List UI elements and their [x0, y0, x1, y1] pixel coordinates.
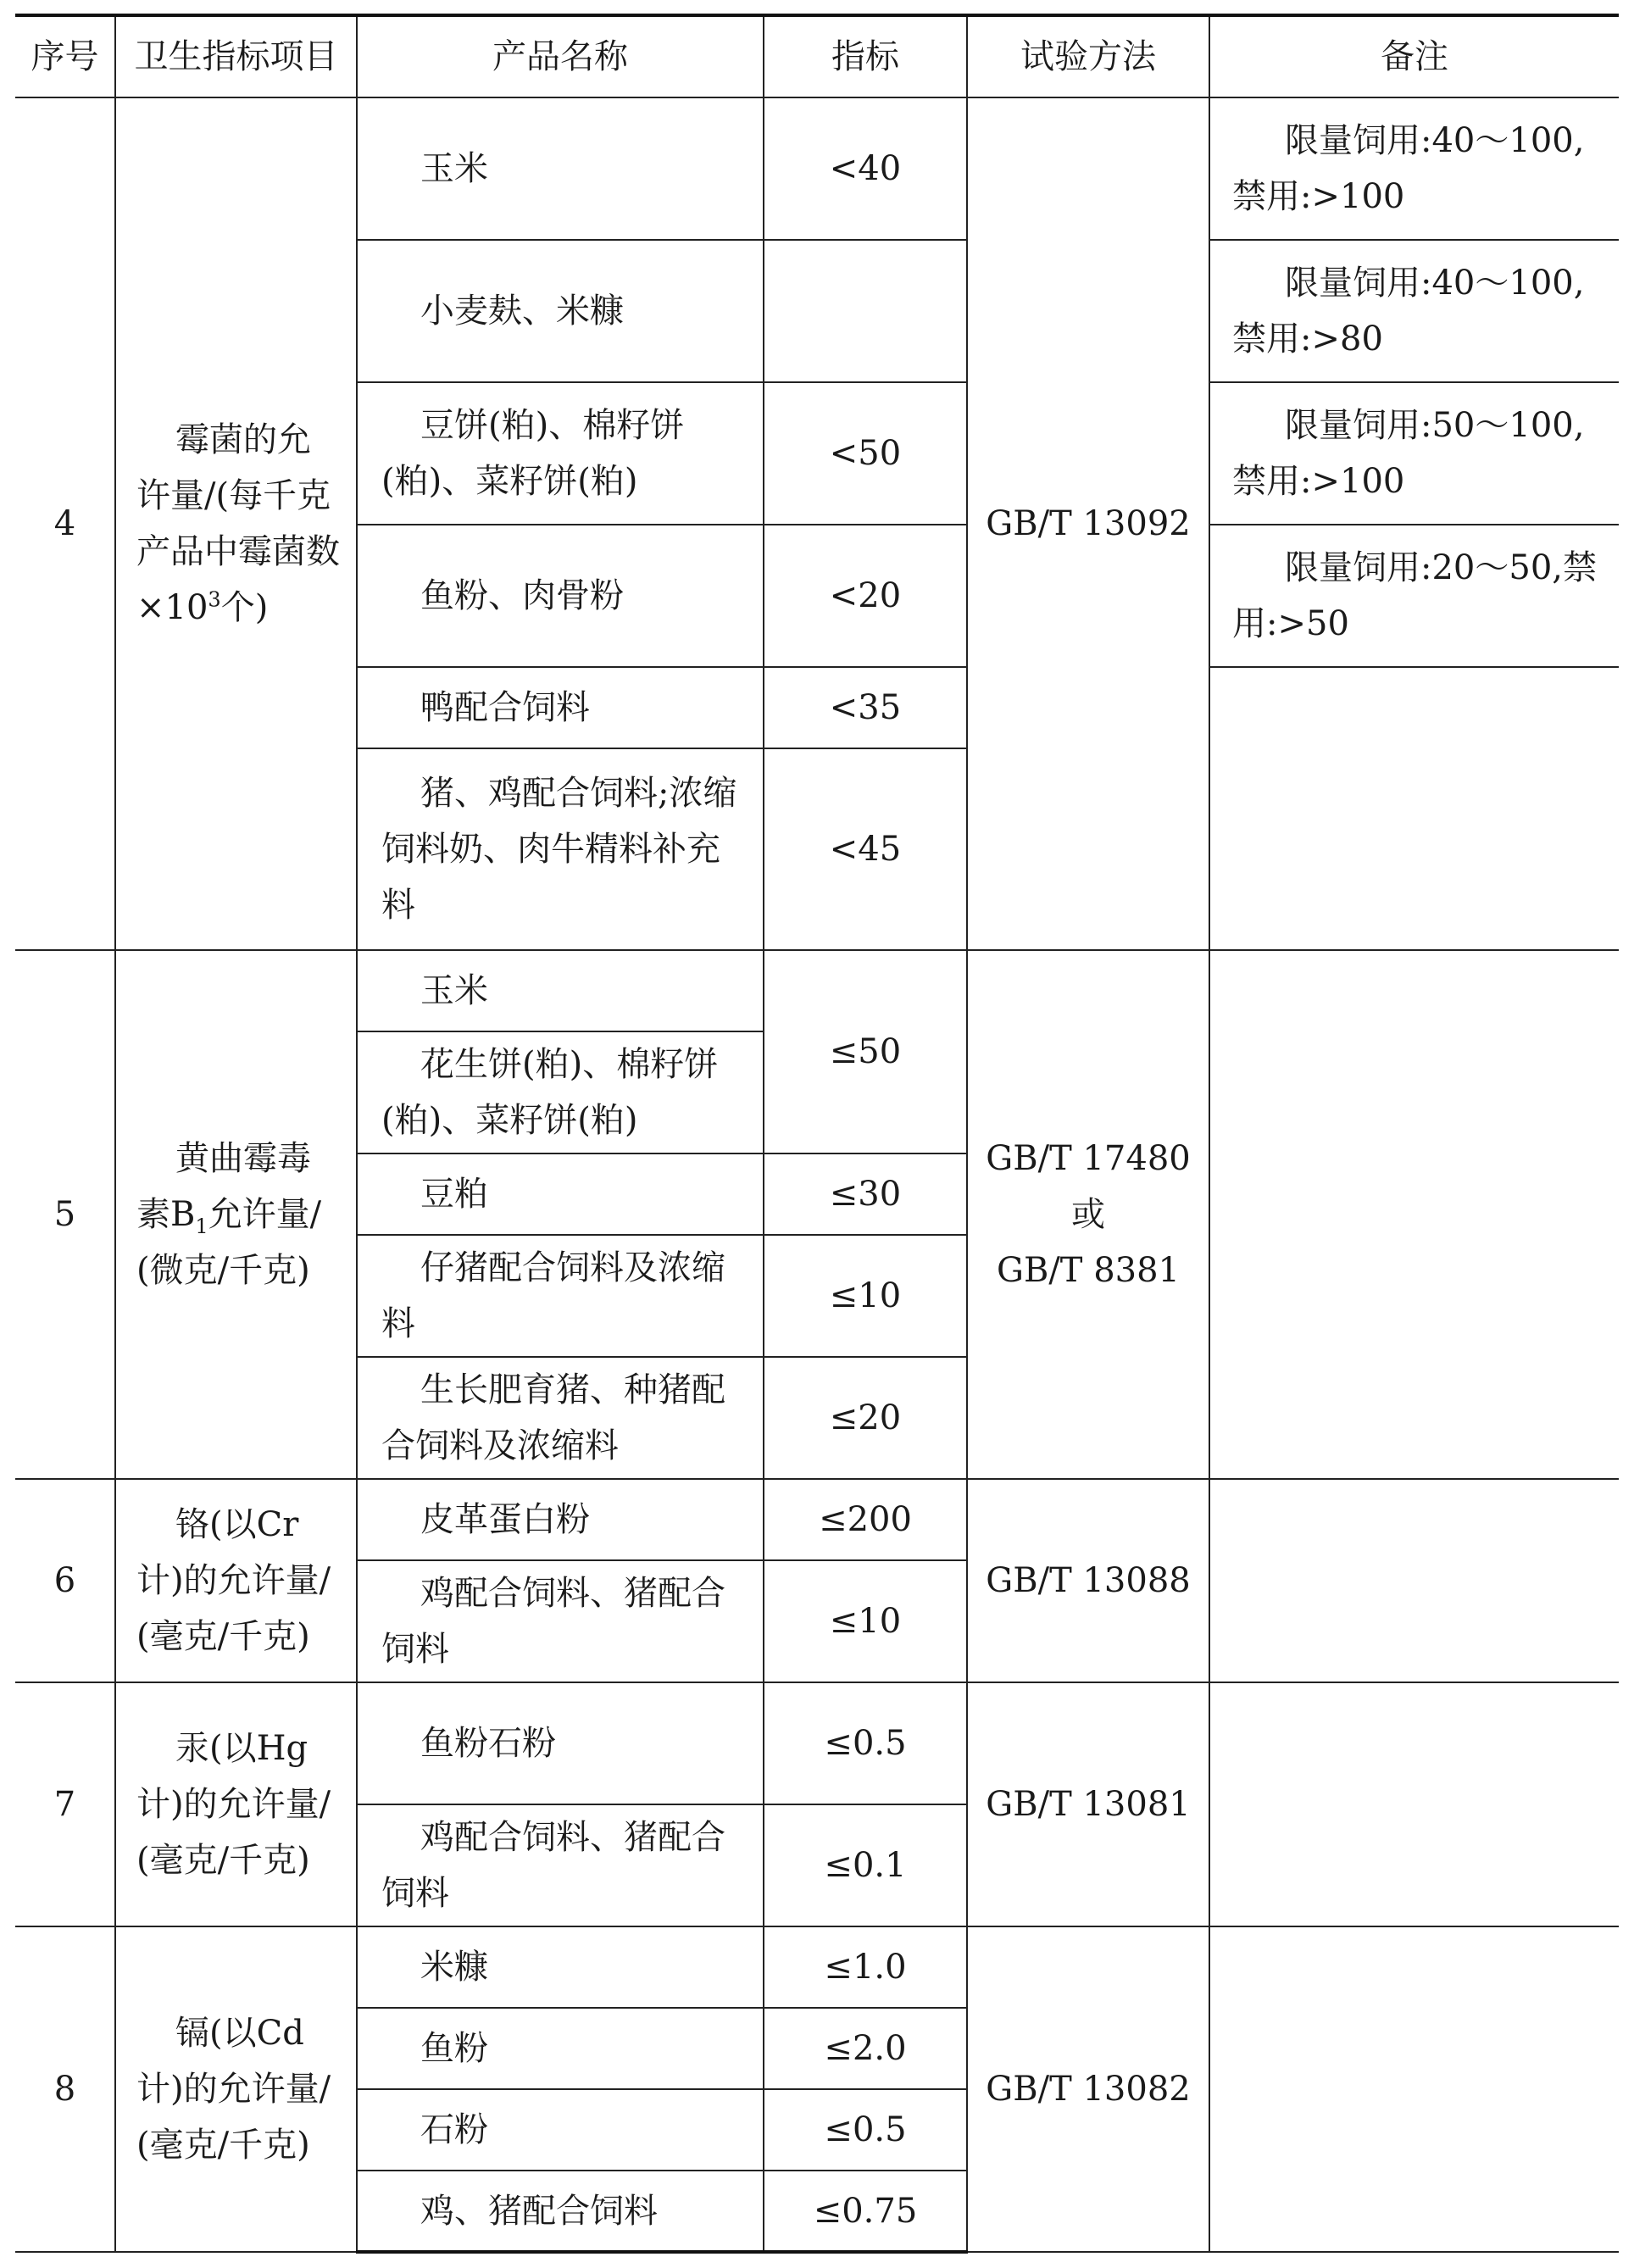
item-tail: 允许量/(微克/千克) — [136, 1195, 322, 1290]
value-cell: ≤50 — [764, 950, 967, 1153]
item-cell — [115, 950, 357, 1479]
value-cell: <45 — [764, 748, 967, 950]
product-cell: 鸡配合饲料、猪配合饲料 — [357, 1560, 764, 1682]
product-cell: 小麦麸、米糠 — [357, 240, 764, 382]
value-cell: ≤1.0 — [764, 1926, 967, 2008]
method-line: 或 — [1071, 1195, 1105, 1234]
value-cell: ≤2.0 — [764, 2008, 967, 2089]
method-cell: GB/T 13092 — [967, 97, 1209, 950]
remark-cell-empty — [1209, 667, 1619, 950]
table-header-row — [15, 15, 1619, 97]
value-cell: ≤30 — [764, 1153, 967, 1235]
row-no: 7 — [15, 1682, 115, 1926]
remark-cell: 限量饲用:40～100,禁用:>100 — [1209, 97, 1619, 240]
remark-cell: 限量饲用:50～100,禁用:>100 — [1209, 382, 1619, 525]
remark-cell-empty — [1209, 1926, 1619, 2252]
item-sub: 1 — [195, 1215, 208, 1238]
product-cell: 花生饼(粕)、棉籽饼(粕)、菜籽饼(粕) — [357, 1031, 764, 1153]
value-cell: <50 — [764, 382, 967, 525]
remark-cell-empty — [1209, 1682, 1619, 1926]
header-item: 卫生指标项目 — [115, 15, 357, 97]
standard-table-page — [15, 14, 1619, 2254]
item-cell — [115, 97, 357, 950]
value-cell: ≤0.1 — [764, 1804, 967, 1926]
table-row — [15, 97, 1619, 240]
product-cell: 玉米 — [357, 97, 764, 240]
product-cell: 仔猪配合饲料及浓缩料 — [357, 1235, 764, 1357]
product-cell: 玉米 — [357, 950, 764, 1031]
remark-cell-empty — [1209, 1479, 1619, 1682]
product-cell: 鸭配合饲料 — [357, 667, 764, 748]
header-remark: 备注 — [1209, 15, 1619, 97]
product-cell: 鱼粉 — [357, 2008, 764, 2089]
row-no: 4 — [15, 97, 115, 950]
value-cell: ≤0.5 — [764, 1682, 967, 1804]
product-cell: 鱼粉、肉骨粉 — [357, 525, 764, 667]
value-cell: <40 — [764, 97, 967, 240]
item-cell: 铬(以Cr计)的允许量/(毫克/千克) — [115, 1479, 357, 1682]
value-cell: ≤10 — [764, 1560, 967, 1682]
product-cell: 豆饼(粕)、棉籽饼(粕)、菜籽饼(粕) — [357, 382, 764, 525]
value-cell: ≤20 — [764, 1357, 967, 1479]
remark-cell: 限量饲用:40～100,禁用:>80 — [1209, 240, 1619, 382]
table-row — [15, 950, 1619, 1031]
row-no: 6 — [15, 1479, 115, 1682]
product-cell: 猪、鸡配合饲料;浓缩饲料奶、肉牛精料补充料 — [357, 748, 764, 950]
method-line: GB/T 17480 — [986, 1139, 1191, 1178]
value-cell: ≤10 — [764, 1235, 967, 1357]
method-cell — [967, 950, 1209, 1479]
header-no: 序号 — [15, 15, 115, 97]
product-cell: 石粉 — [357, 2089, 764, 2171]
remark-cell-empty — [1209, 950, 1619, 1479]
header-method: 试验方法 — [967, 15, 1209, 97]
method-cell: GB/T 13081 — [967, 1682, 1209, 1926]
row-no: 8 — [15, 1926, 115, 2252]
header-index: 指标 — [764, 15, 967, 97]
remark-cell: 限量饲用:20～50,禁用:>50 — [1209, 525, 1619, 667]
product-cell: 鸡、猪配合饲料 — [357, 2171, 764, 2252]
table-row — [15, 1926, 1619, 2008]
item-cell: 镉(以Cd计)的允许量/(毫克/千克) — [115, 1926, 357, 2252]
item-text: 霉菌的允许量/(每千克产品中霉菌数×10 — [136, 420, 340, 627]
product-cell: 米糠 — [357, 1926, 764, 2008]
product-cell: 鸡配合饲料、猪配合饲料 — [357, 1804, 764, 1926]
row-no: 5 — [15, 950, 115, 1479]
method-cell: GB/T 13088 — [967, 1479, 1209, 1682]
product-cell: 鱼粉石粉 — [357, 1682, 764, 1804]
value-cell: ≤200 — [764, 1479, 967, 1560]
value-cell: ≤0.75 — [764, 2171, 967, 2252]
product-cell: 豆粕 — [357, 1153, 764, 1235]
hygiene-index-table — [15, 14, 1619, 2254]
method-cell: GB/T 13082 — [967, 1926, 1209, 2252]
value-cell: ≤0.5 — [764, 2089, 967, 2171]
item-sup: 3 — [208, 587, 221, 612]
value-cell — [764, 240, 967, 382]
item-tail: 个) — [220, 588, 269, 627]
value-cell: <35 — [764, 667, 967, 748]
item-cell: 汞(以Hg计)的允许量/(毫克/千克) — [115, 1682, 357, 1926]
table-row — [15, 1479, 1619, 1560]
value-cell: <20 — [764, 525, 967, 667]
item-text: 黄曲霉毒素B — [136, 1139, 311, 1234]
product-cell: 皮革蛋白粉 — [357, 1479, 764, 1560]
header-product: 产品名称 — [357, 15, 764, 97]
method-line: GB/T 8381 — [996, 1251, 1180, 1290]
table-row — [15, 1682, 1619, 1804]
product-cell: 生长肥育猪、种猪配合饲料及浓缩料 — [357, 1357, 764, 1479]
